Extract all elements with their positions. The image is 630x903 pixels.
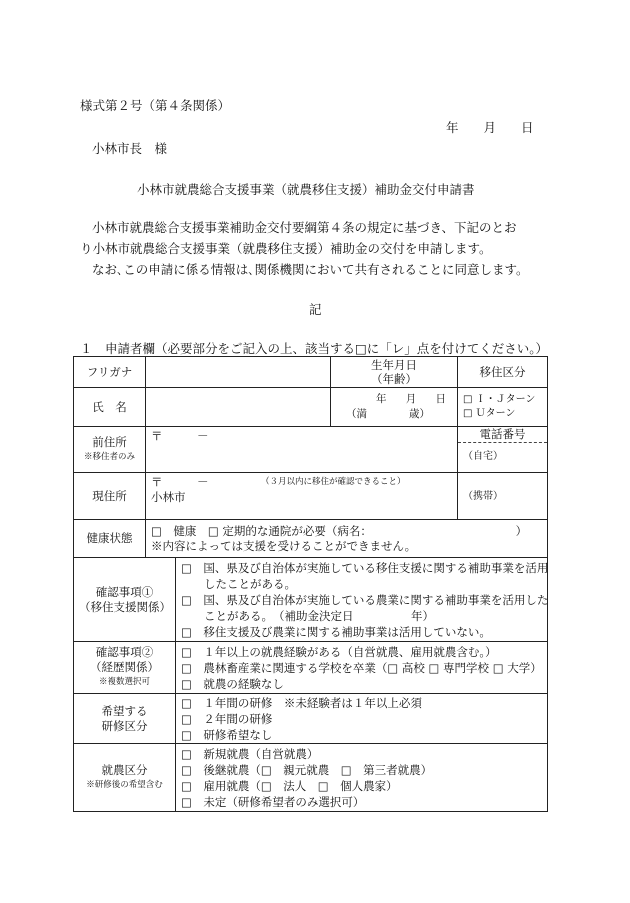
list-item[interactable]: □ １年以上の就農経験がある（自営就農、雇用就農含む。） bbox=[181, 644, 497, 659]
check1-label: 確認事項① （移住支援関係） bbox=[74, 558, 176, 642]
current-address-field[interactable]: 〒 － （３月以内に移住が確認できること） 小林市 bbox=[146, 473, 458, 520]
health-label: 健康状態 bbox=[74, 520, 146, 558]
list-item[interactable]: □ ２年間の研修 bbox=[181, 711, 273, 726]
prev-address-label: 前住所 ※移住者のみ bbox=[74, 427, 146, 473]
farming-options[interactable] bbox=[176, 744, 548, 812]
list-item: したことがある。 bbox=[181, 576, 296, 591]
list-item[interactable]: □ 国、県及び自治体が実施している移住支援に関する補助事業を活用 bbox=[181, 560, 549, 575]
home-phone-field[interactable]: （自宅） bbox=[463, 451, 503, 462]
check1-options[interactable] bbox=[176, 558, 548, 642]
list-item[interactable]: □ 未定（研修希望者のみ選択可） bbox=[181, 794, 365, 809]
ij-turn-checkbox[interactable]: □ Ｉ・Ｊターン bbox=[463, 394, 536, 405]
check2-options[interactable] bbox=[176, 642, 548, 694]
check2-label: 確認事項② （経歴関係） ※複数選択可 bbox=[74, 642, 176, 694]
list-item[interactable]: □ 就農の経験なし bbox=[181, 676, 284, 691]
health-options[interactable]: □ 健康 □ 定期的な通院が必要（病名： ） ※内容によっては支援を受けることができません。 bbox=[146, 520, 548, 558]
body-line-1: 小林市就農総合支援事業補助金交付要綱第４条の規定に基づき、下記のとお bbox=[92, 220, 517, 235]
list-item: ことがある。 （補助金決定日 年） bbox=[181, 608, 434, 623]
list-item[interactable]: □ 国、県及び自治体が実施している農業に関する補助事業を活用した bbox=[181, 592, 549, 607]
migration-options[interactable] bbox=[458, 388, 548, 427]
birth-label: 生年月日 （年齢） bbox=[331, 357, 458, 388]
mobile-phone-field[interactable]: （携帯） bbox=[458, 473, 548, 520]
prev-address-field[interactable]: 〒 － bbox=[146, 427, 458, 473]
name-field[interactable] bbox=[146, 388, 331, 427]
form-number: 様式第２号（第４条関係） bbox=[80, 98, 231, 113]
u-turn-checkbox[interactable]: □ Ｕターン bbox=[463, 408, 516, 419]
addressee: 小林市長 様 bbox=[92, 141, 168, 156]
birthdate-field[interactable]: 年 月 日 （満 歳） bbox=[331, 388, 458, 427]
list-item[interactable]: □ 後継就農（□ 親元就農 □ 第三者就農） bbox=[181, 762, 433, 777]
list-item[interactable]: □ 研修希望なし bbox=[181, 727, 273, 742]
document-title: 小林市就農総合支援事業（就農移住支援）補助金交付申請書 bbox=[137, 182, 475, 197]
migration-label: 移住区分 bbox=[458, 357, 548, 388]
body-line-2: り小林市就農総合支援事業（就農移住支援）補助金の交付を申請します。 bbox=[80, 241, 492, 256]
applicant-table bbox=[73, 356, 548, 812]
body-line-3: なお､この申請に係る情報は､関係機関において共有されることに同意します。 bbox=[92, 262, 529, 277]
ki-heading: 記 bbox=[309, 302, 322, 317]
training-options[interactable] bbox=[176, 694, 548, 744]
furigana-field[interactable] bbox=[146, 357, 331, 388]
furigana-label: フリガナ bbox=[74, 357, 146, 388]
section-1-heading: １ 申請者欄（必要部分をご記入の上、該当する□に「レ」点を付けてください。） bbox=[80, 341, 549, 356]
current-address-label: 現住所 bbox=[74, 473, 146, 520]
date-line: 年 月 日 bbox=[446, 120, 534, 135]
list-item[interactable]: □ 農林畜産業に関連する学校を卒業（□ 高校 □ 専門学校 □ 大学） bbox=[181, 660, 542, 675]
training-label: 希望する 研修区分 bbox=[74, 694, 176, 744]
list-item[interactable]: □ 移住支援及び農業に関する補助事業は活用していない。 bbox=[181, 624, 491, 639]
list-item[interactable]: □ 雇用就農（□ 法人 □ 個人農家） bbox=[181, 778, 398, 793]
name-label: 氏 名 bbox=[74, 388, 146, 427]
farming-label: 就農区分 ※研修後の希望含む bbox=[74, 744, 176, 812]
list-item[interactable]: □ １年間の研修 ※未経験者は１年以上必須 bbox=[181, 695, 422, 710]
list-item[interactable]: □ 新規就農（自営就農） bbox=[181, 746, 319, 761]
phone-block: 電話番号 （自宅） bbox=[458, 427, 548, 473]
